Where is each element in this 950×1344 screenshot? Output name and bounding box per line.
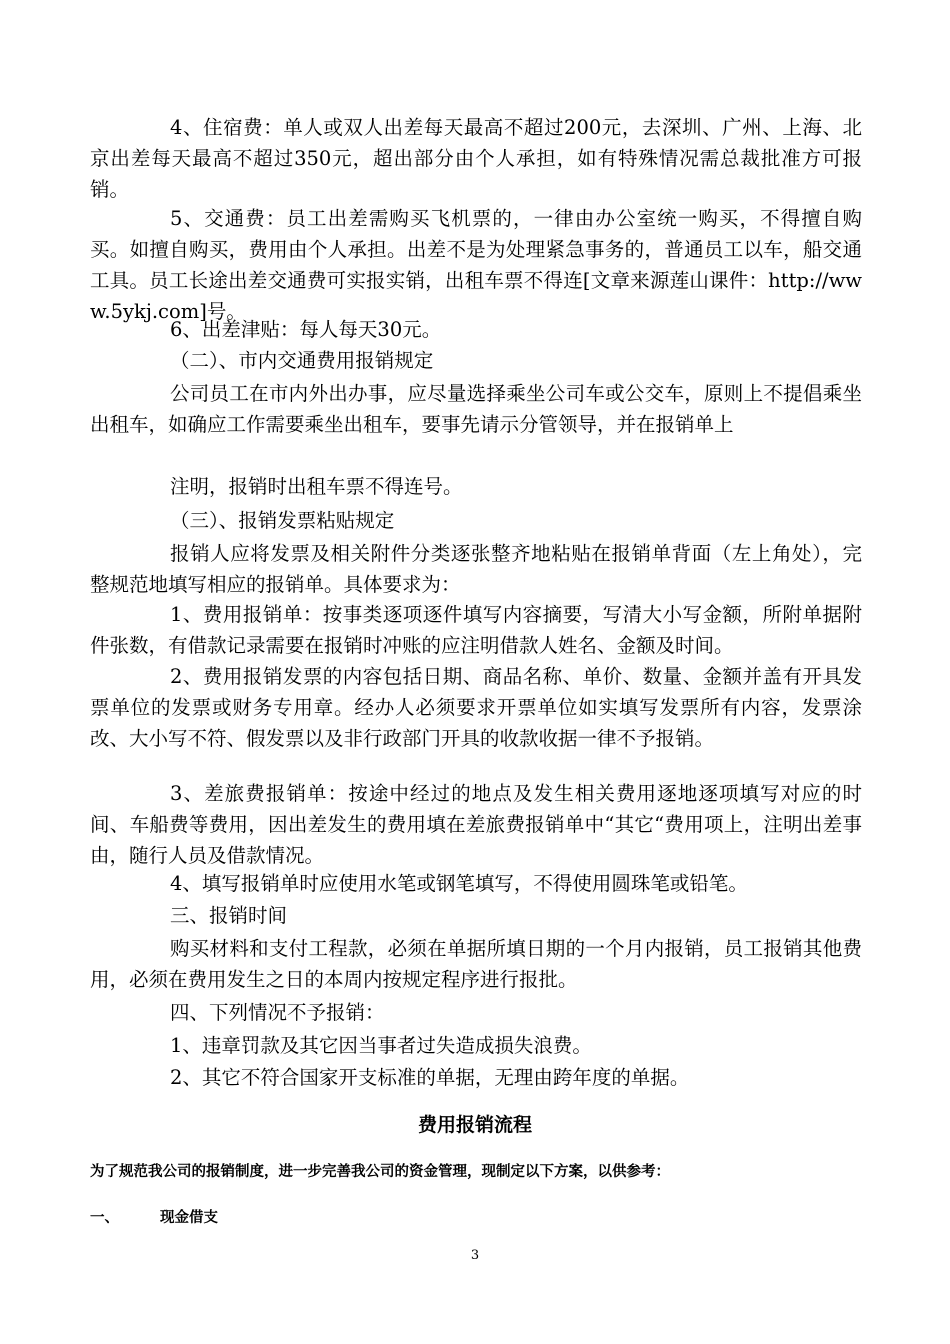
- paragraph-taxi-note: 注明，报销时出租车票不得连号。: [170, 475, 463, 498]
- paragraph-invoice-content: 2、费用报销发票的内容包括日期、商品名称、单价、数量、金额并盖有开具发票单位的发票或财务专用章。经办人必须要求开票单位如实填写发票所有内容，发票涂改、大小写不符、假发票以及非行政部门开具的收款收据一律不予报销。: [90, 665, 862, 750]
- flow-title: 费用报销流程: [417, 1114, 532, 1136]
- subheading-invoice-paste: （三）、报销发票粘贴规定: [170, 509, 395, 532]
- subheading-city-transport: （二）、市内交通费用报销规定: [170, 349, 434, 372]
- paragraph-reimburse-time: 购买材料和支付工程款，必须在单据所填日期的一个月内报销，员工报销其他费用，必须在费用发生之日的本周内按规定程序进行报批。: [90, 937, 862, 991]
- list-item-nonstandard: 2、其它不符合国家开支标准的单据，无理由跨年度的单据。: [170, 1066, 690, 1089]
- paragraph-allowance: 6、出差津贴：每人每天30元。: [170, 318, 442, 341]
- page-number: 3: [470, 1248, 480, 1263]
- paragraph-transport: 5、交通费：员工出差需购买飞机票的，一律由办公室统一购买，不得擅自购买。如擅自购买，费用由个人承担。出差不是为处理紧急事务的，普通员工以车，船交通工具。员工长途出差交通费可实报实销，出租车票不得连[文章来源莲山课件：http://www.5ykj.com]号。: [90, 207, 862, 323]
- section-title: 现金借支: [160, 1210, 218, 1226]
- paragraph-pen-rule: 4、填写报销单时应使用水笔或钢笔填写，不得使用圆珠笔或铅笔。: [170, 872, 748, 895]
- paragraph-lodging: 4、住宿费：单人或双人出差每天最高不超过200元，去深圳、广州、上海、北京出差每天最高不超过350元，超出部分由个人承担，如有特殊情况需总裁批准方可报销。: [90, 116, 862, 201]
- list-item-fines: 1、违章罚款及其它因当事者过失造成损失浪费。: [170, 1034, 592, 1057]
- paragraph-expense-form: 1、费用报销单：按事类逐项逐件填写内容摘要，写清大小写金额，所附单据附件张数，有借款记录需要在报销时冲账的应注明借款人姓名、金额及时间。: [90, 603, 862, 657]
- subheading-not-reimbursed: 四、下列情况不予报销：: [170, 1001, 385, 1024]
- paragraph-city-transport: 公司员工在市内外出办事，应尽量选择乘坐公司车或公交车，原则上不提倡乘坐出租车，如确应工作需要乘坐出租车，要事先请示分管领导，并在报销单上: [90, 382, 862, 436]
- subheading-reimburse-time: 三、报销时间: [170, 904, 288, 927]
- section-cash-advance: [90, 1206, 218, 1227]
- intro-text: 为了规范我公司的报销制度，进一步完善我公司的资金管理，现制定以下方案，以供参考：: [90, 1164, 670, 1180]
- section-number: 一、: [90, 1210, 119, 1226]
- paragraph-travel-form: 3、差旅费报销单：按途中经过的地点及发生相关费用逐地逐项填写对应的时间、车船费等费用，因出差发生的费用填在差旅费报销单中“其它“费用项上，注明出差事由，随行人员及借款情况。: [90, 782, 862, 867]
- paragraph-invoice-paste: 报销人应将发票及相关附件分类逐张整齐地粘贴在报销单背面（左上角处），完整规范地填写相应的报销单。具体要求为：: [90, 542, 862, 596]
